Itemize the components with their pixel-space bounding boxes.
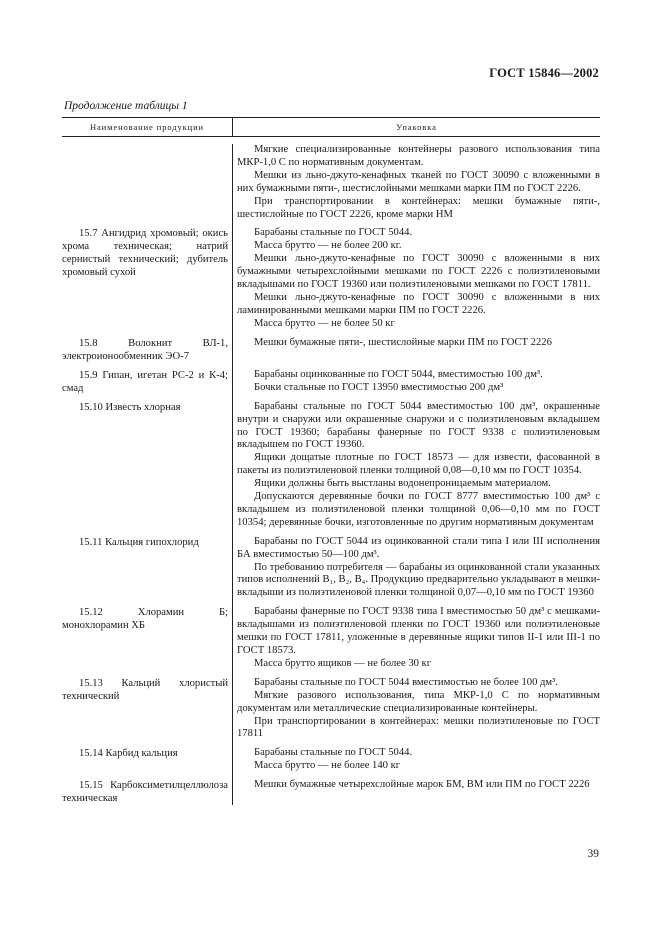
product-cell — [62, 536, 232, 601]
page-header-doc-id: ГОСТ 15846—2002 — [489, 66, 599, 80]
table-row — [62, 369, 600, 395]
packaging-cell — [232, 536, 600, 601]
product-cell — [62, 144, 232, 221]
packaging-text: Масса брутто — не более 200 кг. — [254, 240, 402, 252]
table-row — [62, 401, 600, 530]
table-row — [62, 144, 600, 221]
packaging-cell — [232, 337, 600, 363]
product-cell — [62, 337, 232, 363]
product-cell — [62, 779, 232, 805]
packaging-cell — [232, 227, 600, 330]
packaging-cell — [232, 144, 600, 221]
packaging-text: Масса брутто — не более 140 кг — [254, 760, 401, 772]
table-header — [62, 118, 600, 137]
product-name: 15.10 Известь хлорная — [79, 401, 181, 413]
packaging-text: Бочки стальные по ГОСТ 13950 вместимостью 200 дм³ — [254, 381, 504, 393]
table-row — [62, 227, 600, 330]
table-row — [62, 747, 600, 773]
packaging-text: По требованию потребителя — барабаны из оцинкованной стали указанных типов исполнений В₁, В₂, В₄. Продукцию предварительно укладывают в мешки-вкладыши из полиэтиленовой пленки толщиной 0,07—0,10 мм по ГОСТ 19360 — [237, 561, 600, 599]
packaging-text: Ящики дощатые плотные по ГОСТ 18573 — для извести, фасованной в пакеты из полиэтиленовой пленки толщиной 0,08—0,10 мм по ГОСТ 10354. — [237, 452, 600, 477]
packaging-text: Барабаны стальные по ГОСТ 5044 вместимостью не более 100 дм³. — [254, 676, 558, 688]
product-name: 15.14 Карбид кальция — [79, 748, 178, 760]
packaging-text: Мешки бумажные пяти-, шестислойные марки ПМ по ГОСТ 2226 — [254, 336, 552, 348]
product-name: 15.11 Кальция гипохлорид — [79, 536, 199, 548]
packaging-text: Ящики должны быть выстланы водонепроницаемым материалом. — [254, 478, 551, 490]
packaging-text: Барабаны по ГОСТ 5044 из оцинкованной стали типа I или III исполнения БА вместимостью 50—100 дм³. — [237, 535, 600, 560]
product-name: 15.13 Кальций хлористый технический — [62, 677, 228, 702]
packaging-text: Мешки льно-джуто-кенафные по ГОСТ 30090 с вложенными в них ламинированными мешками марки ПМ по ГОСТ 2226. — [237, 291, 600, 316]
table-row — [62, 536, 600, 601]
packaging-cell — [232, 606, 600, 671]
packaging-cell — [232, 369, 600, 395]
table-row — [62, 606, 600, 671]
column-divider — [232, 144, 233, 805]
packaging-text: Барабаны стальные по ГОСТ 5044. — [254, 747, 413, 759]
product-cell — [62, 401, 232, 530]
packaging-text: Мешки бумажные четырехслойные марок БМ, ВМ или ПМ по ГОСТ 2226 — [254, 779, 590, 791]
packaging-text: Мешки из льно-джуто-кенафных тканей по ГОСТ 30090 с вложенными в них бумажными пяти-, шестислойными мешками марки ПМ по ГОСТ 2226. — [237, 169, 600, 194]
table-row — [62, 779, 600, 805]
packaging-text: При транспортировании в контейнерах: мешки бумажные пяти-, шестислойные по ГОСТ 2226, кроме марки НМ — [237, 195, 600, 220]
product-cell — [62, 747, 232, 773]
packaging-table — [62, 117, 600, 805]
packaging-text: Масса брутто — не более 50 кг — [254, 317, 395, 329]
product-name: 15.12 Хлорамин Б; монохлорамин ХБ — [62, 607, 228, 632]
packaging-cell — [232, 779, 600, 805]
packaging-cell — [232, 677, 600, 742]
product-cell — [62, 677, 232, 742]
product-cell — [62, 227, 232, 330]
packaging-cell — [232, 401, 600, 530]
packaging-text: Мешки льно-джуто-кенафные по ГОСТ 30090 с вложенными в них бумажными четырехслойными мешками по ГОСТ 2226 с полиэтиленовыми вкладышами по ГОСТ 19360 или полиэтиленовыми мешками по ГОСТ 17811. — [237, 253, 600, 291]
packaging-text: Барабаны оцинкованные по ГОСТ 5044, вместимостью 100 дм³. — [254, 368, 543, 380]
product-cell — [62, 606, 232, 671]
packaging-text: Мягкие разового использования, типа МКР-1,0 С по нормативным документам или металлические специализированные контейнеры. — [237, 689, 600, 714]
product-name: 15.9 Гипан, игетан РС-2 и К-4; смад — [62, 369, 228, 394]
column-header-product: Наименование продукции — [62, 118, 233, 136]
packaging-cell — [232, 747, 600, 773]
table-body — [62, 144, 600, 805]
page-number: 39 — [587, 848, 599, 860]
product-name: 15.8 Волокнит ВЛ-1, электроионообменник ЭО-7 — [62, 337, 228, 362]
table-row — [62, 337, 600, 363]
packaging-text: Мягкие специализированные контейнеры разового использования типа МКР-1,0 С по нормативным документам. — [237, 144, 600, 168]
packaging-text: Масса брутто ящиков — не более 30 кг — [254, 657, 432, 669]
table-continuation-caption: Продолжение таблицы 1 — [64, 100, 188, 112]
packaging-text: Барабаны стальные по ГОСТ 5044. — [254, 227, 413, 239]
table-row — [62, 677, 600, 742]
product-cell — [62, 369, 232, 395]
packaging-text: Барабаны стальные по ГОСТ 5044 вместимостью 100 дм³, окрашенные внутри и снаружи или окрашенные снаружи и с полиэтиленовым вкладышем по ГОСТ 19360; барабаны фанерные по ГОСТ 9338 с полиэтиленовым вкладышем по ГОСТ 19360. — [237, 400, 600, 451]
packaging-text: При транспортировании в контейнерах: мешки полиэтиленовые по ГОСТ 17811 — [237, 715, 600, 740]
product-name: 15.15 Карбоксиметилцеллюлоза техническая — [62, 780, 228, 805]
packaging-text: Барабаны фанерные по ГОСТ 9338 типа I вместимостью 50 дм³ с мешками-вкладышами из полиэтиленовой пленки по ГОСТ 19360 или полиэтиленовые мешки по ГОСТ 17811, уложенные в деревянные ящики типов II-1 или III-1 по ГОСТ 18573. — [237, 606, 600, 656]
product-name: 15.7 Ангидрид хромовый; окись хрома техническая; натрий сернистый технический; дубитель хромовый сухой — [62, 228, 228, 279]
column-header-packaging: Упаковка — [396, 122, 437, 132]
packaging-text: Допускаются деревянные бочки по ГОСТ 8777 вместимостью 100 дм³ с вкладышем из полиэтиленовой пленки толщиной 0,06—0,10 мм по ГОСТ 10354; деревянные бочки, изготовленные по другим нормативным документам — [237, 491, 600, 528]
